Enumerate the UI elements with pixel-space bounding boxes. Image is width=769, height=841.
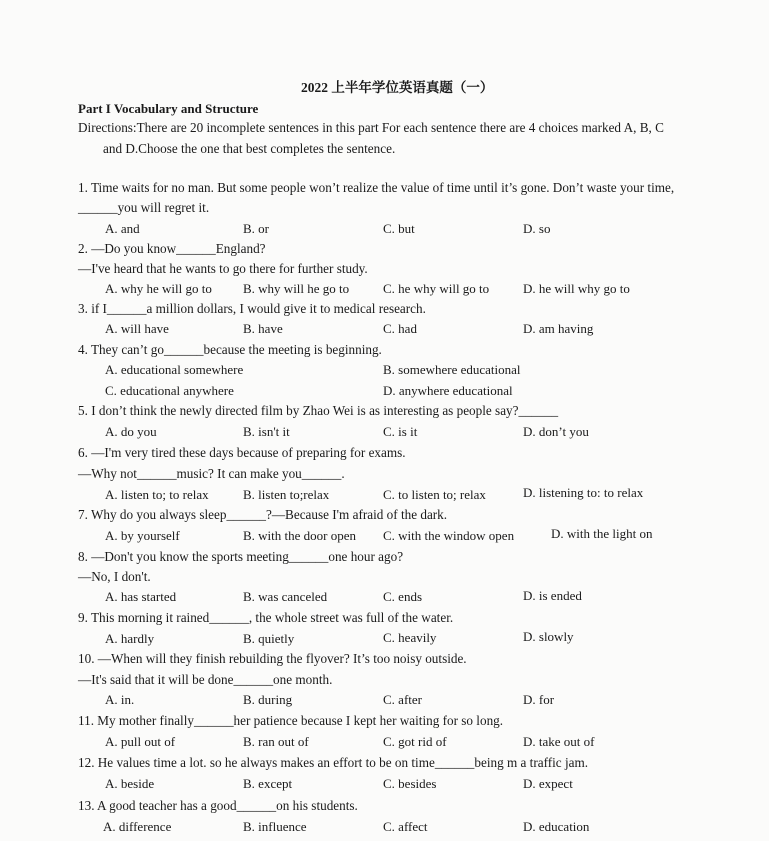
question-5-option-b: B. isn't it bbox=[243, 424, 290, 439]
question-10-option-a: A. in. bbox=[105, 692, 135, 707]
question-1-line-2: ______you will regret it. bbox=[78, 200, 210, 215]
question-5-option-c: C. is it bbox=[383, 424, 418, 439]
question-6-line-2: —Why not______music? It can make you______. bbox=[78, 466, 345, 481]
question-11-option-a: A. pull out of bbox=[105, 734, 176, 749]
question-7-option-a: A. by yourself bbox=[105, 528, 180, 543]
question-10-option-c: C. after bbox=[383, 692, 422, 707]
question-13-line-1: 13. A good teacher has a good______on his students. bbox=[78, 798, 358, 813]
question-1-option-b: B. or bbox=[243, 221, 269, 236]
question-2-option-d: D. he will why go to bbox=[523, 281, 630, 296]
question-12-option-d: D. expect bbox=[523, 776, 573, 791]
question-7-line-1: 7. Why do you always sleep______?—Because I'm afraid of the dark. bbox=[78, 507, 448, 522]
question-3-option-d: D. am having bbox=[523, 321, 594, 336]
question-7-option-c: C. with the window open bbox=[383, 528, 515, 543]
question-6-option-a: A. listen to; to relax bbox=[105, 487, 209, 502]
question-8-line-1: 8. —Don't you know the sports meeting______one hour ago? bbox=[78, 549, 404, 564]
question-8-option-b: B. was canceled bbox=[243, 589, 328, 604]
question-13-option-d: D. education bbox=[523, 819, 590, 834]
question-4-option-d: D. anywhere educational bbox=[383, 383, 513, 398]
question-1-line-1: 1. Time waits for no man. But some people won’t realize the value of time until it’s gone. Don’t waste your time, bbox=[78, 180, 675, 195]
question-5-option-a: A. do you bbox=[105, 424, 157, 439]
question-5-line-1: 5. I don’t think the newly directed film by Zhao Wei is as interesting as people say?______ bbox=[78, 403, 559, 418]
question-2-option-a: A. why he will go to bbox=[105, 281, 212, 296]
question-10-line-1: 10. —When will they finish rebuilding the flyover? It’s too noisy outside. bbox=[78, 651, 467, 666]
question-9-option-a: A. hardly bbox=[105, 631, 155, 646]
question-12-option-a: A. beside bbox=[105, 776, 155, 791]
question-7-option-b: B. with the door open bbox=[243, 528, 357, 543]
question-9-line-1: 9. This morning it rained______, the whole street was full of the water. bbox=[78, 610, 454, 625]
question-8-option-a: A. has started bbox=[105, 589, 177, 604]
directions-line-2: and D.Choose the one that best completes the sentence. bbox=[103, 141, 396, 156]
page-title: 2022 上半年学位英语真题（一） bbox=[301, 80, 494, 95]
question-6-option-b: B. listen to;relax bbox=[243, 487, 330, 502]
question-1-option-c: C. but bbox=[383, 221, 415, 236]
question-13-option-c: C. affect bbox=[383, 819, 428, 834]
question-6-option-c: C. to listen to; relax bbox=[383, 487, 486, 502]
question-3-line-1: 3. if I______a million dollars, I would give it to medical research. bbox=[78, 301, 426, 316]
question-11-line-1: 11. My mother finally______her patience because I kept her waiting for so long. bbox=[78, 713, 504, 728]
question-12-option-b: B. except bbox=[243, 776, 293, 791]
question-6-option-d: D. listening to: to relax bbox=[523, 485, 644, 500]
part-heading: Part I Vocabulary and Structure bbox=[78, 101, 259, 116]
question-8-option-d: D. is ended bbox=[523, 588, 582, 603]
question-9-option-c: C. heavily bbox=[383, 630, 437, 645]
question-13-option-b: B. influence bbox=[243, 819, 307, 834]
question-6-line-1: 6. —I'm very tired these days because of preparing for exams. bbox=[78, 445, 406, 460]
question-3-option-b: B. have bbox=[243, 321, 283, 336]
question-10-option-b: B. during bbox=[243, 692, 293, 707]
question-12-option-c: C. besides bbox=[383, 776, 437, 791]
question-4-line-1: 4. They can’t go______because the meeting is beginning. bbox=[78, 342, 382, 357]
question-4-option-a: A. educational somewhere bbox=[105, 362, 244, 377]
question-11-option-c: C. got rid of bbox=[383, 734, 447, 749]
question-10-option-d: D. for bbox=[523, 692, 555, 707]
question-12-line-1: 12. He values time a lot. so he always makes an effort to be on time______being m a traffic jam. bbox=[78, 755, 589, 770]
question-3-option-c: C. had bbox=[383, 321, 417, 336]
question-2-option-b: B. why will he go to bbox=[243, 281, 350, 296]
question-9-option-b: B. quietly bbox=[243, 631, 295, 646]
question-8-line-2: —No, I don't. bbox=[78, 569, 151, 584]
question-2-line-2: —I've heard that he wants to go there for further study. bbox=[78, 261, 368, 276]
question-13-option-a: A. difference bbox=[103, 819, 172, 834]
question-7-option-d: D. with the light on bbox=[551, 526, 653, 541]
question-3-option-a: A. will have bbox=[105, 321, 169, 336]
question-4-option-b: B. somewhere educational bbox=[383, 362, 521, 377]
question-5-option-d: D. don’t you bbox=[523, 424, 589, 439]
question-9-option-d: D. slowly bbox=[523, 629, 574, 644]
question-2-line-1: 2. —Do you know______England? bbox=[78, 241, 266, 256]
question-11-option-d: D. take out of bbox=[523, 734, 595, 749]
question-1-option-d: D. so bbox=[523, 221, 551, 236]
question-10-line-2: —It's said that it will be done______one month. bbox=[78, 672, 333, 687]
question-8-option-c: C. ends bbox=[383, 589, 422, 604]
directions-line-1: Directions:There are 20 incomplete sentences in this part For each sentence there are 4 choices marked A, B, C bbox=[78, 120, 664, 135]
question-11-option-b: B. ran out of bbox=[243, 734, 309, 749]
question-2-option-c: C. he why will go to bbox=[383, 281, 490, 296]
question-1-option-a: A. and bbox=[105, 221, 140, 236]
question-4-option-c: C. educational anywhere bbox=[105, 383, 234, 398]
